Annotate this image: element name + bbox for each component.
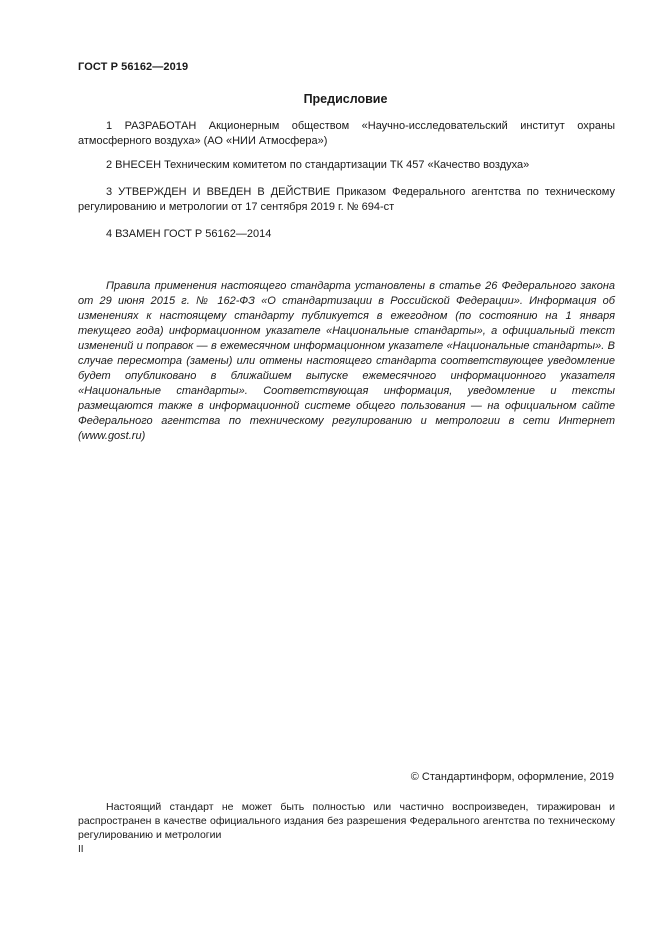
preface-item-1: 1 РАЗРАБОТАН Акционерным обществом «Научно-исследовательский институт охраны атмосферного воздуха» (АО «НИИ Атмосфера») [78,120,615,147]
copyright-line: © Стандартинформ, оформление, 2019 [410,771,614,783]
reproduction-notice: Настоящий стандарт не может быть полностью или частично воспроизведен, тиражирован и распространен в качестве официального издания без разрешения Федерального агентства по техническому регулированию и метрологии [78,801,615,841]
page-title: Предисловие [303,92,388,106]
page-number: II [78,844,84,855]
standard-id: ГОСТ Р 56162—2019 [78,61,189,73]
application-rules-notice: Правила применения настоящего стандарта установлены в статье 26 Федерального закона от 29 июня 2015 г. № 162-ФЗ «О стандартизации в Российской Федерации». Информация об изменениях к настоящему стандарту публикуется в ежегодном (по состоянию на 1 января текущего года) информационном указателе «Национальные стандарты», а официальный текст изменений и поправок — в ежемесячном информационном указателе «Национальные стандарты». В случае пересмотра (замены) или отмены настоящего стандарта соответствующее уведомление будет опубликовано в ближайшем выпуске ежемесячного информационного указателя «Национальные стандарты». Соответствующая информация, уведомление и тексты размещаются также в информационной системе общего пользования — на официальном сайте Федерального агентства по техническому регулированию и метрологии в сети Интернет (www.gost.ru) [78,280,615,442]
preface-item-3: 3 УТВЕРЖДЕН И ВВЕДЕН В ДЕЙСТВИЕ Приказом Федерального агентства по техническому регулированию и метрологии от 17 сентября 2019 г. № 694-ст [78,186,615,213]
preface-item-2: 2 ВНЕСЕН Техническим комитетом по стандартизации ТК 457 «Качество воздуха» [106,159,530,171]
preface-item-4: 4 ВЗАМЕН ГОСТ Р 56162—2014 [106,228,272,240]
